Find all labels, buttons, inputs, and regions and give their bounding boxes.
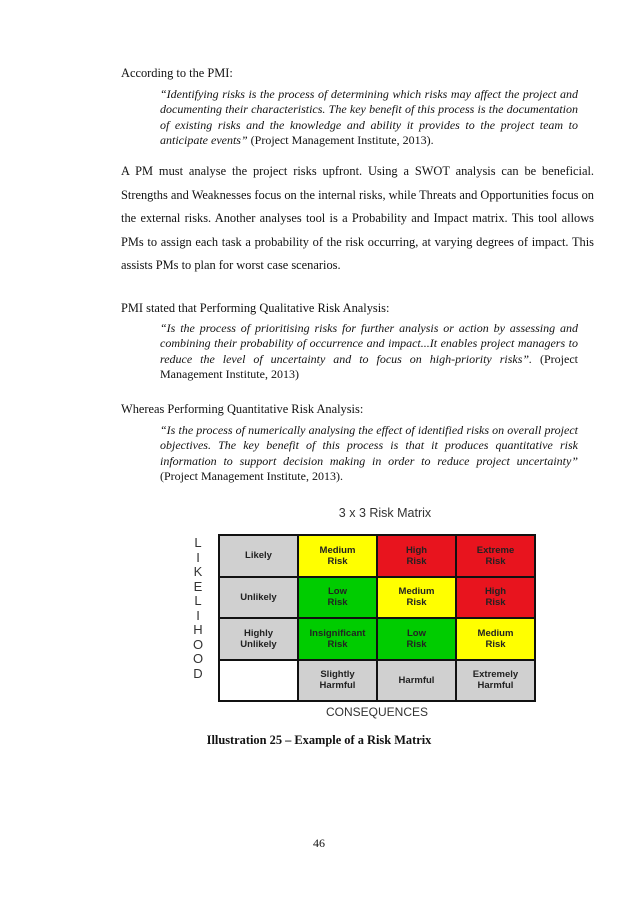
quote-text: “Is the process of prioritising risks for further analysis or action by assessing and combining their probability of occurrence and impact...It enables project managers to reduce the level of uncertainty and to focus on high-priority risks”. [160,321,578,366]
risk-cell: Medium Risk [457,619,534,659]
likelihood-letter: O [192,651,204,666]
likelihood-letter: E [193,578,203,594]
quote-identifying-risks [160,87,578,149]
paragraph-swot: A PM must analyse the project risks upfront. Using a SWOT analysis can be beneficial. Strengths and Weaknesses focus on the internal risks, while Threats and Opportunities focus on the external risks. Another analyses tool is a Probability and Impact matrix. This tool allows PMs to assign each task a probability of the risk occurring, at varying degrees of impact. This assists PMs to plan for worst case scenarios. [121,164,594,272]
consequence-column-header: Extremely Harmful [457,661,534,701]
consequence-column-header [220,661,297,701]
consequences-axis-label: CONSEQUENCES [325,705,429,719]
consequence-column-header: Harmful [378,661,455,701]
quote-text: “Identifying risks is the process of determining which risks may affect the project and documenting their characteristics. The key benefit of this process is the documentation of existing risks and the knowledge and ability it provides to the project team to anticipate events” [160,87,578,148]
likelihood-axis-label [188,536,208,681]
quote-quantitative [160,423,578,485]
intro-quantitative: Whereas Performing Quantitative Risk Analysis: [121,402,364,416]
likelihood-row-header: Unlikely [220,578,297,618]
quote-citation: (Project Management Institute, 2013). [247,133,434,148]
page-number: 46 [313,836,325,850]
likelihood-letter: K [193,564,203,579]
quote-citation: (Project Management Institute, 2013). [160,469,343,484]
quote-qualitative [160,321,578,383]
likelihood-row-header: Likely [220,536,297,576]
risk-cell: Medium Risk [378,578,455,618]
risk-matrix-title: 3 x 3 Risk Matrix [338,506,432,520]
consequence-column-header: Slightly Harmful [299,661,376,701]
risk-cell: Low Risk [378,619,455,659]
risk-cell: Extreme Risk [457,536,534,576]
quote-citation: (Project Management Institute, 2013) [160,351,578,382]
risk-cell: Medium Risk [299,536,376,576]
likelihood-letter: L [194,593,202,608]
likelihood-letter: H [193,622,203,637]
likelihood-letter: O [192,636,204,652]
intro-pmi: According to the PMI: [121,66,233,80]
quote-text: “Is the process of numerically analysing the effect of identified risks on overall project objectives. The key benefit of this process is that it produces quantitative risk information to support decision making in order to reduce project uncertainty” [160,423,578,468]
likelihood-row-header: Highly Unlikely [220,619,297,659]
risk-cell: Insignificant Risk [299,619,376,659]
risk-cell: Low Risk [299,578,376,618]
likelihood-letter: I [196,607,200,623]
intro-qualitative: PMI stated that Performing Qualitative Risk Analysis: [121,301,390,315]
risk-cell: High Risk [457,578,534,618]
risk-matrix-grid [218,534,536,702]
likelihood-letter: L [194,535,202,550]
figure-caption: Illustration 25 – Example of a Risk Matrix [206,733,432,747]
likelihood-letter: D [193,665,203,681]
risk-matrix-figure [180,506,552,726]
likelihood-letter: I [196,549,200,565]
risk-cell: High Risk [378,536,455,576]
